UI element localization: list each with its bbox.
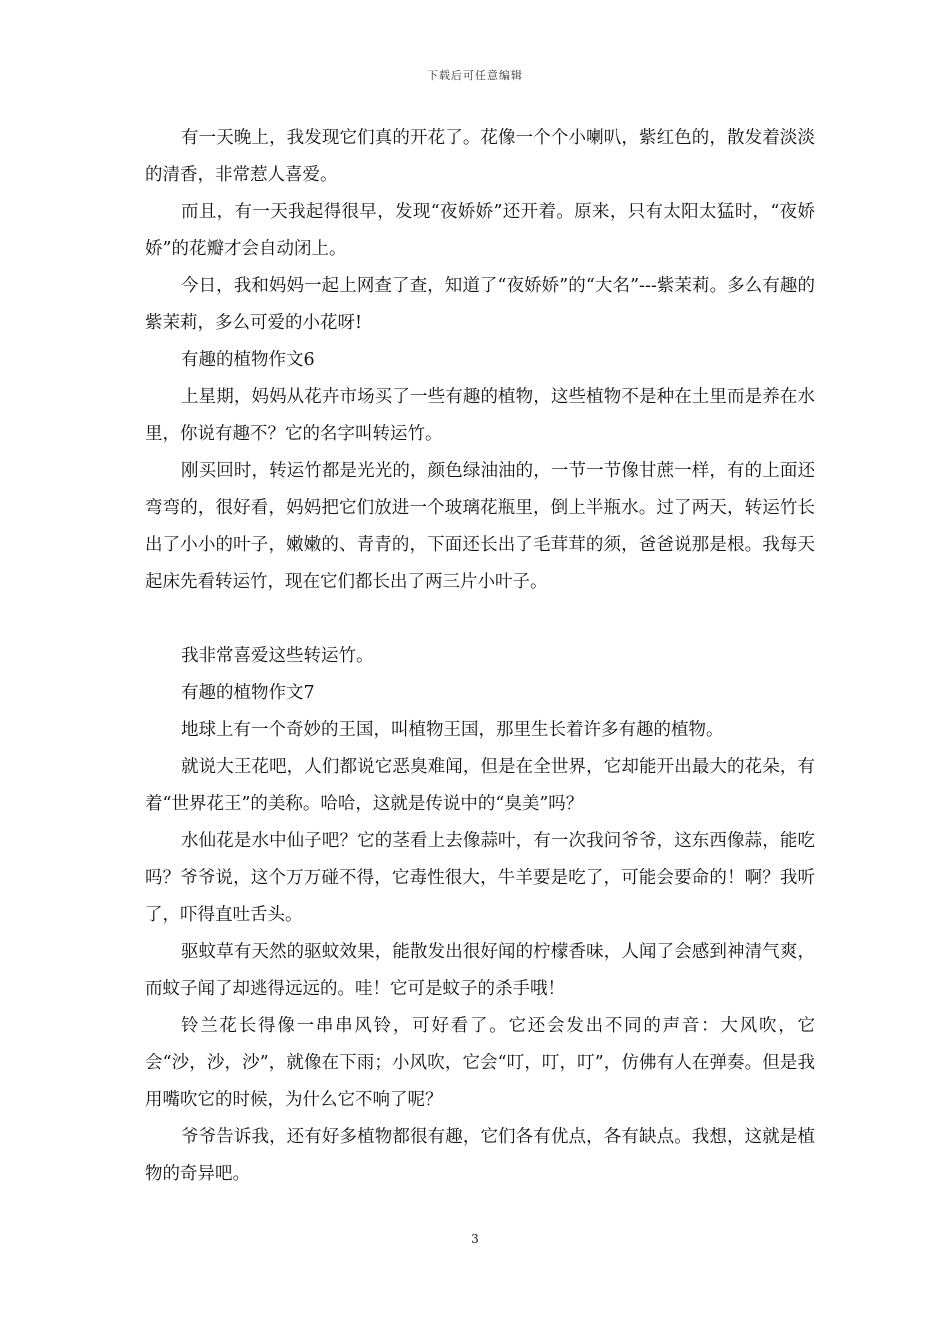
paragraph: 而且，有一天我起得很早，发现“夜娇娇”还开着。原来，只有太阳太猛时，“夜娇娇”的花瓣才会自动闭上。 bbox=[145, 202, 815, 259]
paragraph: 上星期，妈妈从花卉市场买了一些有趣的植物，这些植物不是种在土里而是养在水里，你说有趣不？它的名字叫转运竹。 bbox=[145, 387, 815, 444]
paragraph: 今日，我和妈妈一起上网查了查，知道了“夜娇娇”的“大名”---紫茉莉。多么有趣的紫茉莉，多么可爱的小花呀! bbox=[145, 276, 815, 333]
document-body bbox=[145, 120, 815, 1193]
paragraph: 地球上有一个奇妙的王国，叫植物王国，那里生长着许多有趣的植物。 bbox=[181, 720, 724, 740]
paragraph: 铃兰花长得像一串串风铃，可好看了。它还会发出不同的声音：大风吹，它会“沙，沙，沙”，就像在下雨；小风吹，它会“叮，叮，叮”，仿佛有人在弹奏。但是我用嘴吹它的时候，为什么它不响了呢？ bbox=[145, 1016, 815, 1110]
paragraph: 我非常喜爱这些转运竹。 bbox=[181, 646, 374, 666]
paragraph: 爷爷告诉我，还有好多植物都很有趣，它们各有优点，各有缺点。我想，这就是植物的奇异吧。 bbox=[145, 1127, 815, 1184]
paragraph: 就说大王花吧，人们都说它恶臭难闻，但是在全世界，它却能开出最大的花朵，有着“世界花王”的美称。哈哈，这就是传说中的“臭美”吗？ bbox=[145, 757, 815, 814]
page-header: 下载后可任意编辑 bbox=[427, 69, 523, 82]
paragraph: 水仙花是水中仙子吧？它的茎看上去像蒜叶，有一次我问爷爷，这东西像蒜，能吃吗？爷爷说，这个万万碰不得，它毒性很大，牛羊要是吃了，可能会要命的！啊？我听了，吓得直吐舌头。 bbox=[145, 831, 815, 925]
section-heading: 有趣的植物作文6 bbox=[181, 350, 315, 370]
paragraph: 有一天晚上，我发现它们真的开花了。花像一个个小喇叭，紫红色的，散发着淡淡的清香，非常惹人喜爱。 bbox=[145, 128, 815, 185]
section-heading: 有趣的植物作文7 bbox=[181, 683, 315, 703]
page-number: 3 bbox=[471, 1232, 479, 1246]
paragraph: 驱蚊草有天然的驱蚊效果，能散发出很好闻的柠檬香味，人闻了会感到神清气爽，而蚊子闻了却逃得远远的。哇！它可是蚊子的杀手哦！ bbox=[145, 942, 815, 999]
paragraph: 刚买回时，转运竹都是光光的，颜色绿油油的，一节一节像甘蔗一样，有的上面还弯弯的，很好看，妈妈把它们放进一个玻璃花瓶里，倒上半瓶水。过了两天，转运竹长出了小小的叶子，嫩嫩的、青青的，下面还长出了毛茸茸的须，爸爸说那是根。我每天起床先看转运竹，现在它们都长出了两三片小叶子。 bbox=[145, 461, 815, 592]
